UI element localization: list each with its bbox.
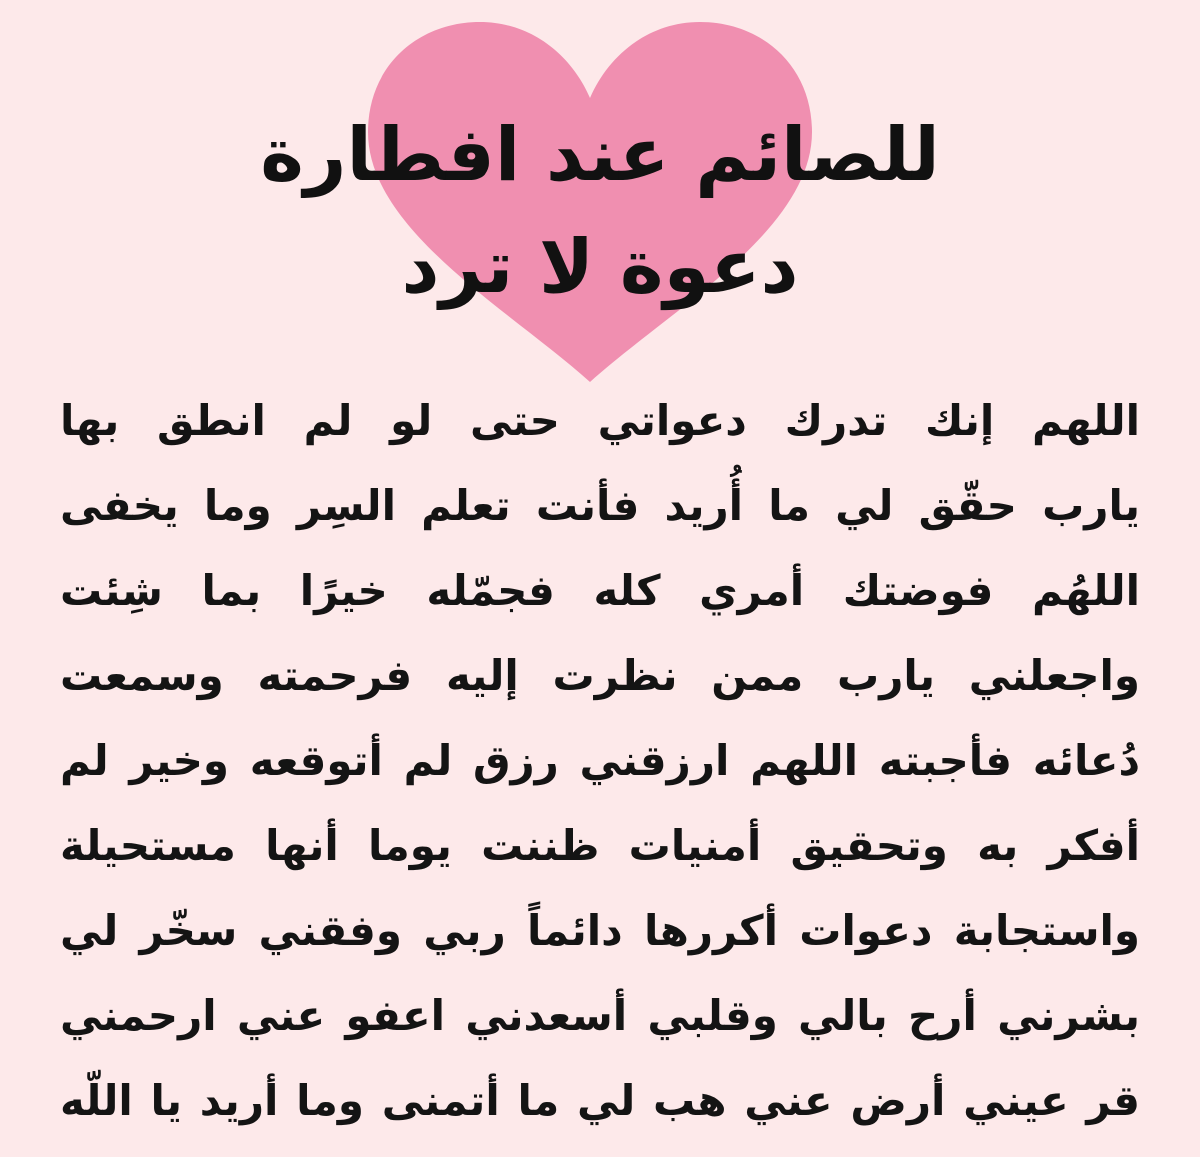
title-line-1: للصائم عند افطارة: [260, 112, 940, 198]
prayer-line: يارب حقّق لي ما أُريد فأنت تعلم السِر وما يخفى: [60, 481, 1140, 530]
prayer-line: دُعائه فأجبته اللهم ارزقني رزق لم أتوقعه وخير لم: [60, 736, 1140, 785]
prayer-text: [60, 378, 1140, 1143]
prayer-line: اللهم إنك تدرك دعواتي حتى لو لم انطق بها: [60, 396, 1140, 445]
prayer-line: واجعلني يارب ممن نظرت إليه فرحمته وسمعت: [60, 651, 1140, 700]
prayer-line: أفكر به وتحقيق أمنيات ظننت يوما أنها مستحيلة: [60, 821, 1140, 870]
prayer-line: بشرني أرح بالي وقلبي أسعدني اعفو عني ارحمني: [60, 991, 1140, 1040]
prayer-line: اللهُم فوضتك أمري كله فجمّله خيرًا بما شِئت: [60, 566, 1140, 615]
prayer-line: قر عيني أرض عني هب لي ما أتمنى وما أريد يا اللّه: [60, 1076, 1140, 1125]
title-line-2: دعوة لا ترد: [401, 224, 799, 310]
prayer-line: واستجابة دعوات أكررها دائماً ربي وفقني سخّر لي: [60, 906, 1140, 955]
